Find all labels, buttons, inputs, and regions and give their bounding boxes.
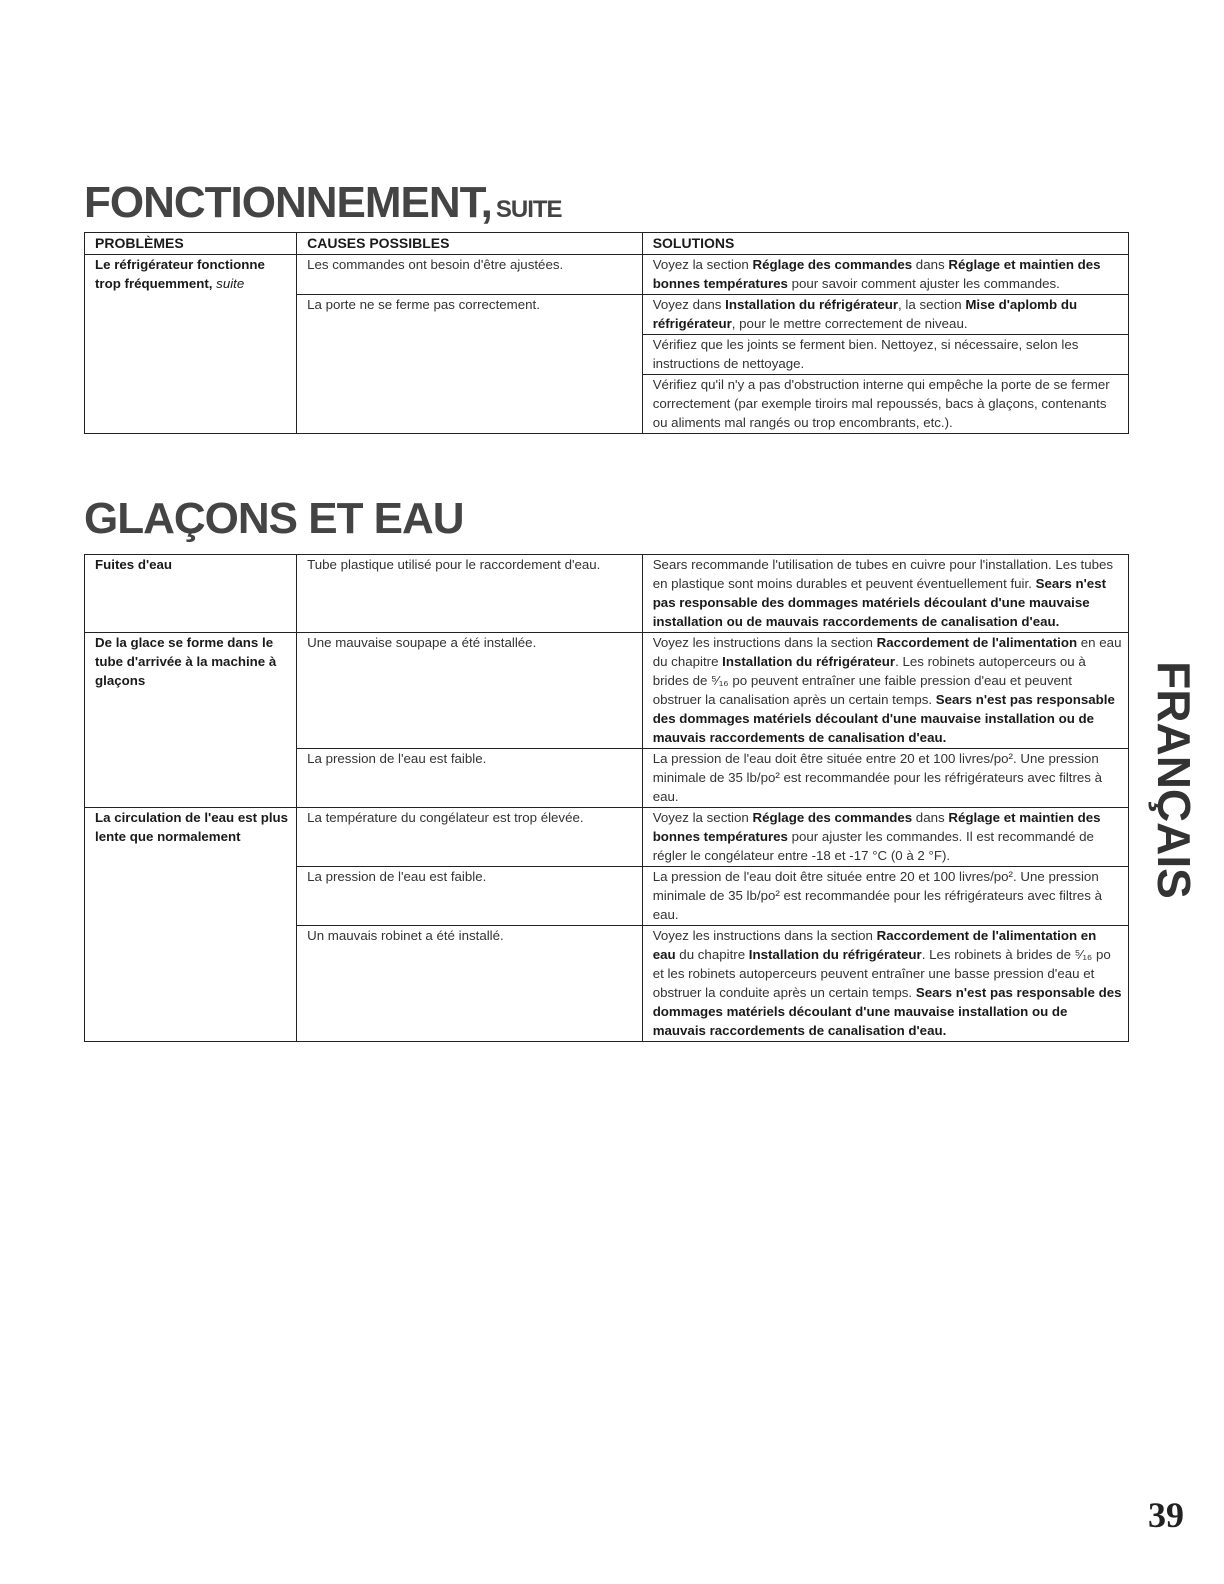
solution-cell: Voyez dans Installation du réfrigérateur, la section Mise d'aplomb du réfrigérateur, pour le mettre correctement de niveau. (642, 295, 1128, 335)
cause-cell: La pression de l'eau est faible. (297, 867, 643, 926)
header-solutions: SOLUTIONS (642, 233, 1128, 255)
language-side-label (1140, 660, 1200, 900)
problem-cell: Le réfrigérateur fonctionne trop fréquemment, suite (85, 255, 297, 434)
solution-cell: Voyez la section Réglage des commandes dans Réglage et maintien des bonnes températures pour savoir comment ajuster les commandes. (642, 255, 1128, 295)
problem-cell: La circulation de l'eau est plus lente que normalement (85, 808, 297, 1042)
solution-cell: La pression de l'eau doit être située entre 20 et 100 livres/po². Une pression minimale de 35 lb/po² est recommandée pour les réfrigérateurs avec filtres à eau. (642, 867, 1128, 926)
cause-cell: Un mauvais robinet a été installé. (297, 926, 643, 1042)
header-problems: PROBLÈMES (85, 233, 297, 255)
cause-cell: Les commandes ont besoin d'être ajustées. (297, 255, 643, 295)
section-title-glacons-eau: GLAÇONS ET EAU (84, 494, 464, 543)
section-title-fonctionnement: FONCTIONNEMENT, SUITE (84, 178, 562, 227)
problem-cell: Fuites d'eau (85, 555, 297, 633)
table-row (85, 633, 1129, 749)
table-row (85, 255, 1129, 295)
table-header-row (85, 233, 1129, 255)
header-causes: CAUSES POSSIBLES (297, 233, 643, 255)
solution-cell: Vérifiez que les joints se ferment bien. Nettoyez, si nécessaire, selon les instructions de nettoyage. (642, 335, 1128, 375)
cause-cell: La pression de l'eau est faible. (297, 749, 643, 808)
cause-cell: Une mauvaise soupape a été installée. (297, 633, 643, 749)
page-number: 39 (1148, 1495, 1184, 1535)
side-label-text: FRANÇAIS (1147, 661, 1200, 899)
solution-cell: Voyez la section Réglage des commandes dans Réglage et maintien des bonnes températures pour ajuster les commandes. Il est recommandé de régler le congélateur entre -18 et -17 °C (0 à 2 °F). (642, 808, 1128, 867)
solution-cell: Vérifiez qu'il n'y a pas d'obstruction interne qui empêche la porte de se fermer correctement (par exemple tiroirs mal repoussés, bacs à glaçons, contenants ou aliments mal rangés ou trop encombrants, etc.). (642, 375, 1128, 434)
troubleshooting-table-operation (84, 232, 1129, 434)
solution-cell: Voyez les instructions dans la section Raccordement de l'alimentation en eau du chapitre Installation du réfrigérateur. Les robinets autoperceurs ou à brides de ⁵⁄₁₆ po peuvent entraîner une faible pression d'eau et peuvent obstruer la canalisation après un certain temps. Sears n'est pas responsable des dommages matériels découlant d'une mauvaise installation ou de mauvais raccordements de canalisation d'eau. (642, 633, 1128, 749)
cause-cell: La porte ne se ferme pas correctement. (297, 295, 643, 434)
problem-cell: De la glace se forme dans le tube d'arrivée à la machine à glaçons (85, 633, 297, 808)
table-row (85, 808, 1129, 867)
table-row (85, 555, 1129, 633)
cause-cell: La température du congélateur est trop élevée. (297, 808, 643, 867)
troubleshooting-table-ice-water (84, 554, 1129, 1042)
solution-cell: Voyez les instructions dans la section Raccordement de l'alimentation en eau du chapitre Installation du réfrigérateur. Les robinets à brides de ⁵⁄₁₆ po et les robinets autoperceurs peuvent entraîner une basse pression d'eau et obstruer la conduite après un certain temps. Sears n'est pas responsable des dommages matériels découlant d'une mauvaise installation ou de mauvais raccordements de canalisation d'eau. (642, 926, 1128, 1042)
solution-cell: La pression de l'eau doit être située entre 20 et 100 livres/po². Une pression minimale de 35 lb/po² est recommandée pour les réfrigérateurs avec filtres à eau. (642, 749, 1128, 808)
cause-cell: Tube plastique utilisé pour le raccordement d'eau. (297, 555, 643, 633)
solution-cell: Sears recommande l'utilisation de tubes en cuivre pour l'installation. Les tubes en plastique sont moins durables et peuvent éventuellement fuir. Sears n'est pas responsable des dommages matériels découlant d'une mauvaise installation ou de mauvais raccordements de canalisation d'eau. (642, 555, 1128, 633)
